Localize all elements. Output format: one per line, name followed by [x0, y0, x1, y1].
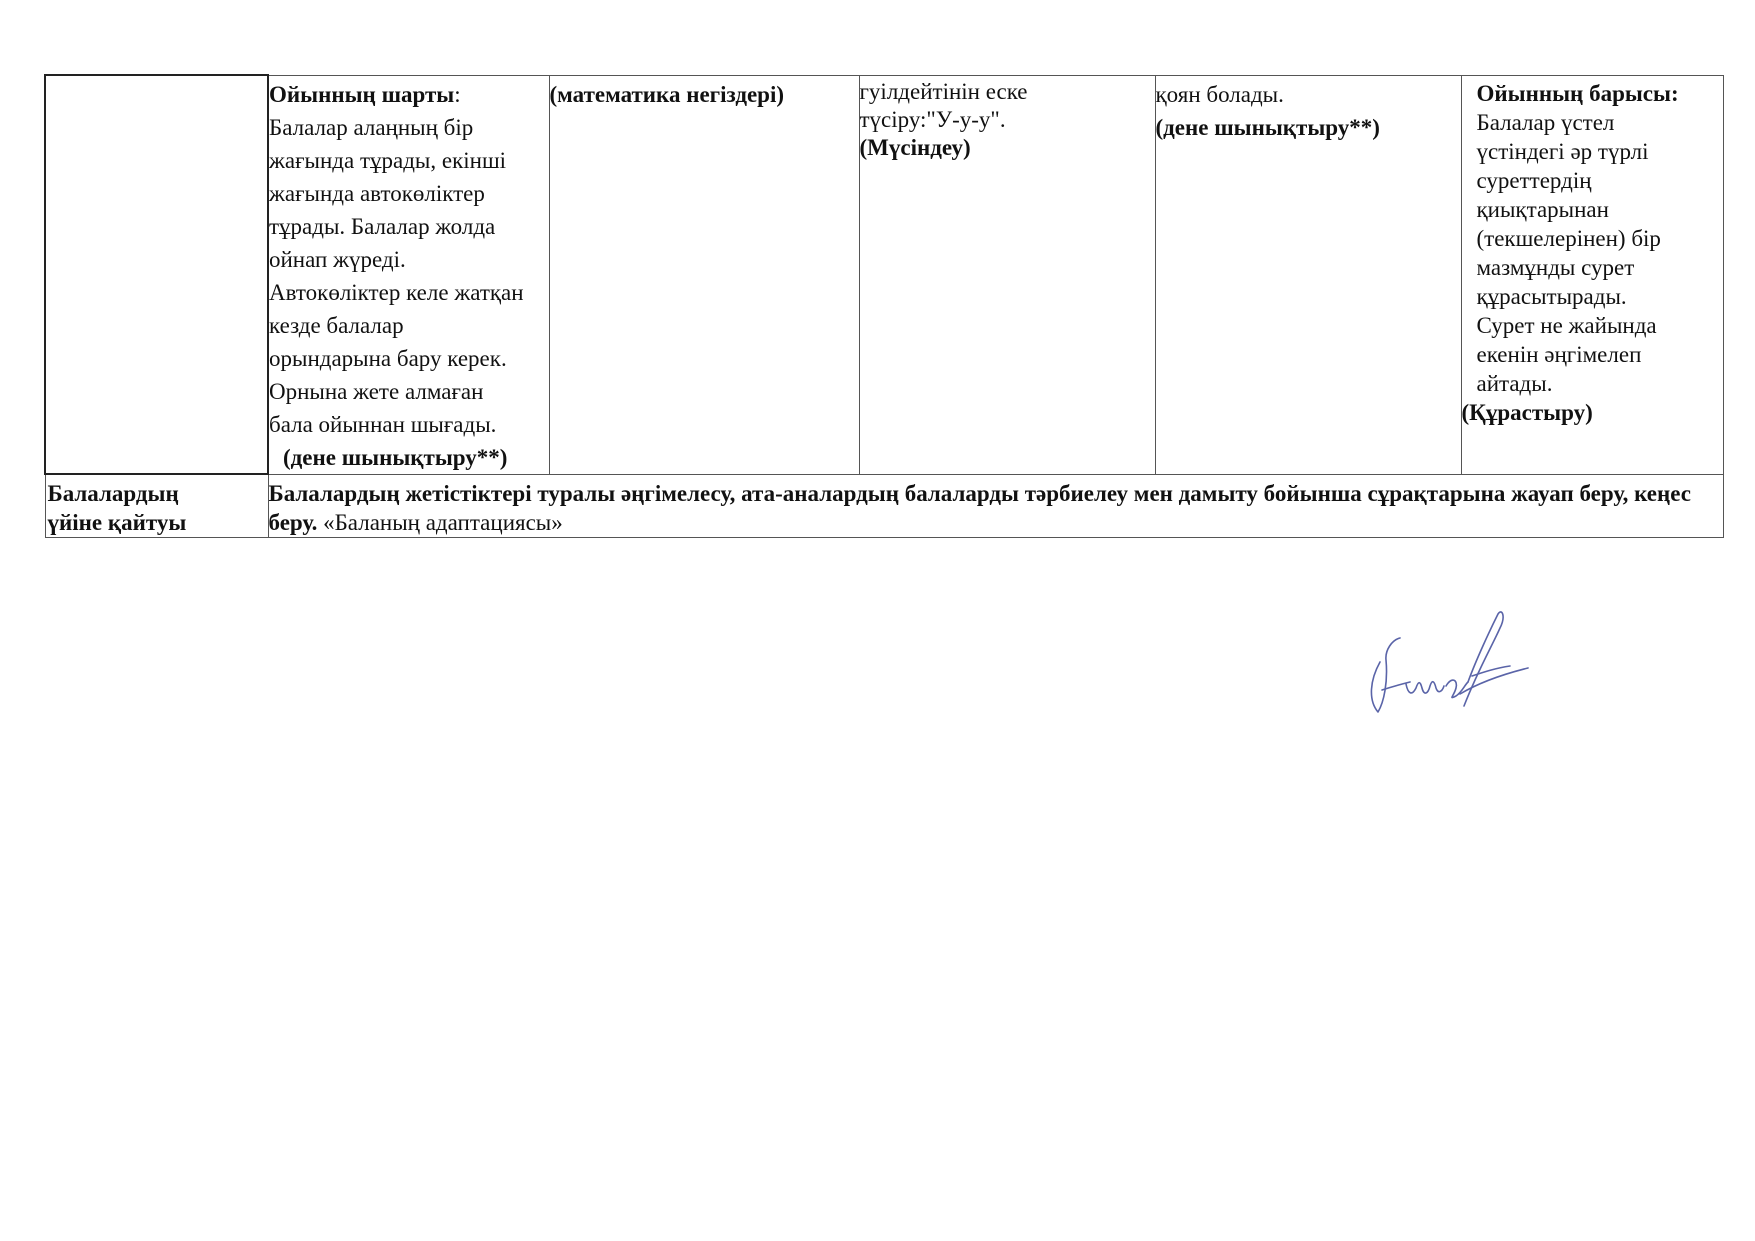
going-home-label-cell [45, 474, 268, 538]
table-row [45, 474, 1723, 538]
game-conditions-title: Ойынның шарты [269, 81, 455, 107]
game-conditions-cell [268, 75, 549, 474]
game-conditions-line: тұрады. Балалар жолда [269, 213, 496, 239]
game-conditions-subject-tag: (дене шынықтыру**) [283, 444, 508, 470]
construction-cell [1461, 75, 1723, 474]
game-conditions-line: Орнына жете алмаған [269, 378, 484, 404]
game-conditions-line: Автокөліктер келе жатқан [269, 279, 524, 305]
game-conditions-line: Балалар алаңның бір [269, 114, 474, 140]
construction-line: мазмұнды сурет [1476, 254, 1635, 280]
math-cell [549, 75, 859, 474]
game-conditions-heading [269, 78, 549, 111]
construction-subject-tag: (Құрастыру) [1461, 399, 1593, 425]
construction-line: суреттердің [1476, 167, 1592, 193]
game-conditions-line: бала ойыннан шығады. [269, 411, 497, 437]
going-home-label-line: Балалардың [47, 481, 179, 506]
sculpting-cell [859, 75, 1155, 474]
game-conditions-line: орындарына бару керек. [269, 345, 507, 371]
physical-education-line: қоян болады. [1155, 81, 1284, 107]
sculpting-line: гуілдейтінін еске [859, 78, 1028, 104]
construction-line: Балалар үстел [1476, 109, 1615, 135]
construction-line: екенін әңгімелеп [1476, 341, 1642, 367]
handwritten-signature [1360, 610, 1530, 720]
sculpting-subject-tag: (Мүсіндеу) [859, 134, 971, 160]
construction-line: айтады. [1476, 370, 1553, 396]
physical-education-subject-tag: (дене шынықтыру**) [1155, 114, 1380, 140]
physical-education-cell [1155, 75, 1461, 474]
empty-label-cell [45, 75, 268, 474]
game-conditions-line: кезде балалар [269, 312, 404, 338]
construction-line: қиықтарынан [1476, 196, 1609, 222]
construction-line: (текшелерінен) бір [1476, 225, 1661, 251]
math-subject-tag: (математика негіздері) [549, 81, 785, 107]
schedule-table [44, 74, 1724, 538]
construction-line: Сурет не жайында [1476, 312, 1657, 338]
game-conditions-line: жағында тұрады, екінші [269, 147, 507, 173]
construction-line: құрасытырады. [1476, 283, 1627, 309]
game-conditions-colon: : [454, 81, 461, 107]
game-conditions-line: жағында автокөліктер [269, 180, 485, 206]
going-home-content-cell [268, 474, 1723, 538]
game-conditions-line: ойнап жүреді. [269, 246, 406, 272]
table-row [45, 75, 1723, 474]
going-home-topic-text: «Баланың адаптациясы» [317, 509, 563, 535]
construction-title: Ойынның барысы: [1476, 80, 1679, 106]
sculpting-line: түсіру:"У-у-у". [859, 106, 1006, 132]
going-home-bold-text: Балалардың жетістіктері туралы әңгімелесу, ата-аналардың балаларды тәрбиелеу мен дамыту бойынша сұрақтарына жауап беру, кеңес беру. [268, 480, 1691, 535]
construction-line: үстіндегі әр түрлі [1476, 138, 1649, 164]
going-home-label-line: үйіне қайтуы [47, 510, 187, 535]
